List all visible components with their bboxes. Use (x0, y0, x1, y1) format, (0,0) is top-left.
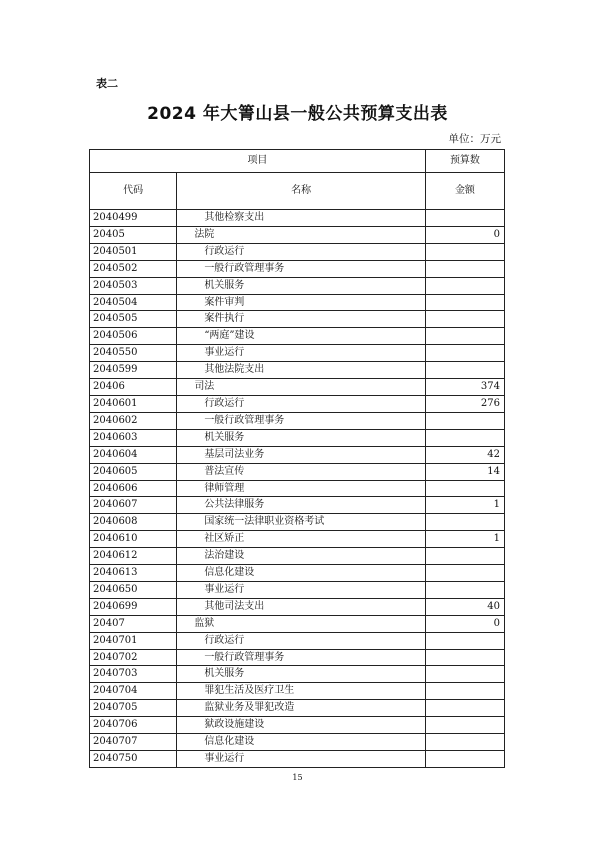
page-number: 15 (292, 773, 303, 782)
row-code: 2040506 (90, 328, 177, 345)
row-amount: 374 (425, 379, 504, 396)
table-row (90, 649, 505, 666)
row-amount (425, 480, 504, 497)
row-amount: 14 (425, 463, 504, 480)
row-code: 2040650 (90, 581, 177, 598)
table-row (90, 565, 505, 582)
row-code: 2040602 (90, 412, 177, 429)
row-code: 2040707 (90, 734, 177, 751)
row-name: 行政运行 (177, 243, 426, 260)
table-row (90, 345, 505, 362)
row-code: 2040502 (90, 260, 177, 277)
row-amount (425, 210, 504, 227)
row-amount (425, 429, 504, 446)
row-name: 事业运行 (177, 751, 426, 768)
row-code: 2040550 (90, 345, 177, 362)
header-row-1 (90, 150, 505, 173)
table-row (90, 328, 505, 345)
row-name: 案件审判 (177, 294, 426, 311)
table-row (90, 717, 505, 734)
table-row (90, 294, 505, 311)
unit-label: 单位：万元 (448, 133, 501, 145)
row-code: 2040603 (90, 429, 177, 446)
header-name: 名称 (177, 173, 426, 210)
row-code: 2040610 (90, 531, 177, 548)
table-row (90, 260, 505, 277)
row-amount (425, 649, 504, 666)
row-amount (425, 666, 504, 683)
table-row (90, 751, 505, 768)
row-name: 信息化建设 (177, 565, 426, 582)
row-amount (425, 632, 504, 649)
row-name: 事业运行 (177, 581, 426, 598)
row-code: 2040599 (90, 362, 177, 379)
table-row (90, 598, 505, 615)
row-name: 一般行政管理事务 (177, 649, 426, 666)
row-amount (425, 277, 504, 294)
row-name: 狱政设施建设 (177, 717, 426, 734)
row-name: 机关服务 (177, 277, 426, 294)
row-amount (425, 412, 504, 429)
row-code: 2040606 (90, 480, 177, 497)
table-row (90, 429, 505, 446)
row-code: 20405 (90, 226, 177, 243)
row-code: 20407 (90, 615, 177, 632)
table-body (90, 210, 505, 768)
table-row (90, 632, 505, 649)
row-name: 国家统一法律职业资格考试 (177, 514, 426, 531)
budget-table (89, 149, 505, 768)
row-code: 2040505 (90, 311, 177, 328)
row-amount: 276 (425, 395, 504, 412)
table-row (90, 480, 505, 497)
header-budget: 预算数 (425, 150, 504, 173)
row-code: 2040699 (90, 598, 177, 615)
row-amount (425, 345, 504, 362)
table-row (90, 463, 505, 480)
row-name: 罪犯生活及医疗卫生 (177, 683, 426, 700)
row-name: 法院 (177, 226, 426, 243)
row-code: 2040608 (90, 514, 177, 531)
row-amount (425, 683, 504, 700)
table-row (90, 446, 505, 463)
table-row (90, 277, 505, 294)
row-amount: 0 (425, 226, 504, 243)
row-code: 2040705 (90, 700, 177, 717)
row-name: 其他法院支出 (177, 362, 426, 379)
row-code: 2040701 (90, 632, 177, 649)
row-amount (425, 311, 504, 328)
table-row (90, 395, 505, 412)
row-amount (425, 294, 504, 311)
row-code: 2040706 (90, 717, 177, 734)
row-code: 2040702 (90, 649, 177, 666)
row-amount (425, 565, 504, 582)
table-row (90, 666, 505, 683)
header-code: 代码 (90, 173, 177, 210)
row-name: 律师管理 (177, 480, 426, 497)
row-code: 2040504 (90, 294, 177, 311)
page-title: 2024 年大箐山县一般公共预算支出表 (147, 104, 448, 124)
row-name: 一般行政管理事务 (177, 260, 426, 277)
row-name: 监狱业务及罪犯改造 (177, 700, 426, 717)
row-name: 机关服务 (177, 666, 426, 683)
row-amount (425, 734, 504, 751)
row-amount: 1 (425, 531, 504, 548)
row-code: 2040503 (90, 277, 177, 294)
table-row (90, 243, 505, 260)
row-code: 2040607 (90, 497, 177, 514)
row-name: 一般行政管理事务 (177, 412, 426, 429)
row-name: 其他检察支出 (177, 210, 426, 227)
row-name: 监狱 (177, 615, 426, 632)
row-amount (425, 700, 504, 717)
row-name: “两庭”建设 (177, 328, 426, 345)
row-code: 2040750 (90, 751, 177, 768)
row-code: 2040605 (90, 463, 177, 480)
table-row (90, 497, 505, 514)
row-name: 法治建设 (177, 548, 426, 565)
row-code: 2040613 (90, 565, 177, 582)
row-amount: 40 (425, 598, 504, 615)
row-name: 其他司法支出 (177, 598, 426, 615)
row-name: 基层司法业务 (177, 446, 426, 463)
row-name: 行政运行 (177, 395, 426, 412)
row-amount (425, 362, 504, 379)
table-row (90, 531, 505, 548)
row-name: 公共法律服务 (177, 497, 426, 514)
row-name: 行政运行 (177, 632, 426, 649)
table-row (90, 683, 505, 700)
table-row (90, 514, 505, 531)
table-row (90, 700, 505, 717)
row-amount (425, 243, 504, 260)
row-amount (425, 328, 504, 345)
table-row (90, 734, 505, 751)
table-row (90, 581, 505, 598)
table-row (90, 412, 505, 429)
row-name: 机关服务 (177, 429, 426, 446)
row-name: 信息化建设 (177, 734, 426, 751)
table-row (90, 548, 505, 565)
table-row (90, 210, 505, 227)
row-name: 司法 (177, 379, 426, 396)
table-row (90, 226, 505, 243)
row-name: 事业运行 (177, 345, 426, 362)
row-amount: 1 (425, 497, 504, 514)
table-label: 表二 (96, 77, 118, 90)
row-amount (425, 717, 504, 734)
row-code: 2040501 (90, 243, 177, 260)
row-code: 2040704 (90, 683, 177, 700)
row-amount (425, 581, 504, 598)
row-amount: 42 (425, 446, 504, 463)
row-name: 案件执行 (177, 311, 426, 328)
row-code: 2040703 (90, 666, 177, 683)
table-row (90, 615, 505, 632)
table-row (90, 379, 505, 396)
row-code: 20406 (90, 379, 177, 396)
header-amount: 金额 (425, 173, 504, 210)
row-amount (425, 751, 504, 768)
row-code: 2040499 (90, 210, 177, 227)
row-amount (425, 514, 504, 531)
table-row (90, 362, 505, 379)
row-name: 普法宣传 (177, 463, 426, 480)
row-code: 2040604 (90, 446, 177, 463)
table-row (90, 311, 505, 328)
row-amount (425, 548, 504, 565)
row-code: 2040601 (90, 395, 177, 412)
row-amount (425, 260, 504, 277)
row-name: 社区矫正 (177, 531, 426, 548)
row-amount: 0 (425, 615, 504, 632)
row-code: 2040612 (90, 548, 177, 565)
header-row-2 (90, 173, 505, 210)
header-item: 项目 (90, 150, 426, 173)
